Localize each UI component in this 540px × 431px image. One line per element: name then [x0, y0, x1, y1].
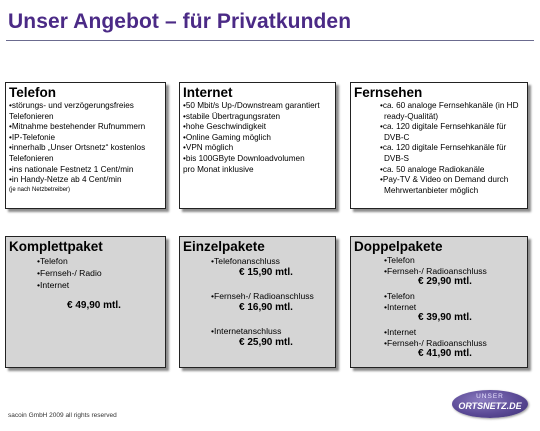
komplettpaket-box — [5, 236, 166, 368]
list-item: • Fernseh-/ Radioanschluss — [384, 266, 524, 277]
list-item: • Online Gaming möglich — [183, 133, 332, 144]
unser-ortsnetz-logo — [452, 390, 528, 418]
list-item: • Fernseh-/ Radioanschluss — [211, 290, 332, 302]
doppelpakete-price: € 39,90 mtl. — [418, 312, 472, 323]
doppelpakete-group — [354, 327, 524, 360]
einzelpakete-heading: Einzelpakete — [183, 239, 265, 254]
logo-line-2: ORTSNETZ.DE — [458, 401, 522, 411]
list-item: • Internet — [384, 302, 524, 313]
telefon-note: (je nach Netzbetreiber) — [9, 186, 71, 193]
komplettpaket-heading: Komplettpaket — [9, 239, 103, 254]
list-item: • störungs- und verzögerungsfreies Telefonieren — [9, 101, 162, 122]
list-item: • ins nationale Festnetz 1 Cent/min — [9, 165, 162, 176]
list-item: • Pay-TV & Video on Demand durch Mehrwertanbieter möglich — [354, 175, 524, 196]
list-item: • IP-Telefonie — [9, 133, 162, 144]
list-item: • stabile Übertragungsraten — [183, 112, 332, 123]
list-item: • ca. 120 digitale Fernsehkanäle für DVB-S — [354, 143, 524, 164]
einzelpakete-group — [183, 325, 332, 349]
logo-line-1: UNSER — [476, 393, 504, 400]
doppelpakete-price: € 29,90 mtl. — [418, 276, 472, 287]
einzelpakete-group — [183, 255, 332, 279]
list-item: • ca. 50 analoge Radiokanäle — [354, 165, 524, 176]
list-item: • hohe Geschwindigkeit — [183, 122, 332, 133]
list-item: • Fernseh-/ Radio — [37, 267, 162, 279]
page-title: Unser Angebot – für Privatkunden — [8, 10, 352, 33]
einzelpakete-price: € 15,90 mtl. — [239, 267, 293, 278]
list-item: • Fernseh-/ Radioanschluss — [384, 338, 524, 349]
list-item: • Telefon — [384, 255, 524, 266]
doppelpakete-box — [350, 236, 528, 368]
telefon-box — [5, 82, 166, 209]
list-item: • in Handy-Netze ab 4 Cent/min — [9, 175, 162, 186]
list-item: • ca. 60 analoge Fernsehkanäle (in HD ready-Qualität) — [354, 101, 524, 122]
einzelpakete-box — [179, 236, 336, 368]
fernsehen-features — [354, 101, 524, 196]
telefon-features — [9, 101, 162, 186]
internet-extra: pro Monat inklusive — [183, 164, 254, 174]
title-underline — [6, 40, 534, 41]
list-item: • Mitnahme bestehender Rufnummern — [9, 122, 162, 133]
list-item: • Internetanschluss — [211, 325, 332, 337]
telefon-heading: Telefon — [9, 85, 56, 100]
doppelpakete-price: € 41,90 mtl. — [418, 348, 472, 359]
list-item: • bis 100GByte Downloadvolumen — [183, 154, 332, 165]
list-item: • VPN möglich — [183, 143, 332, 154]
list-item: • 50 Mbit/s Up-/Downstream garantiert — [183, 101, 332, 112]
komplettpaket-items — [9, 255, 162, 291]
fernsehen-heading: Fernsehen — [354, 85, 423, 100]
fernsehen-box — [350, 82, 528, 209]
list-item: • Telefon — [37, 255, 162, 267]
list-item: • innerhalb „Unser Ortsnetz“ kostenlos Telefonieren — [9, 143, 162, 164]
internet-heading: Internet — [183, 85, 233, 100]
einzelpakete-group — [183, 290, 332, 314]
einzelpakete-price: € 16,90 mtl. — [239, 302, 293, 313]
list-item: • Internet — [37, 279, 162, 291]
internet-box — [179, 82, 336, 209]
list-item: • Telefon — [384, 291, 524, 302]
list-item: • Internet — [384, 327, 524, 338]
list-item: • Telefonanschluss — [211, 255, 332, 267]
doppelpakete-group — [354, 255, 524, 288]
doppelpakete-heading: Doppelpakete — [354, 239, 443, 254]
einzelpakete-price: € 25,90 mtl. — [239, 337, 293, 348]
internet-features — [183, 101, 332, 165]
footer-copyright: sacoin GmbH 2009 all rights reserved — [8, 412, 117, 419]
list-item: • ca. 120 digitale Fernsehkanäle für DVB-C — [354, 122, 524, 143]
doppelpakete-group — [354, 291, 524, 324]
komplettpaket-price: € 49,90 mtl. — [67, 300, 121, 311]
